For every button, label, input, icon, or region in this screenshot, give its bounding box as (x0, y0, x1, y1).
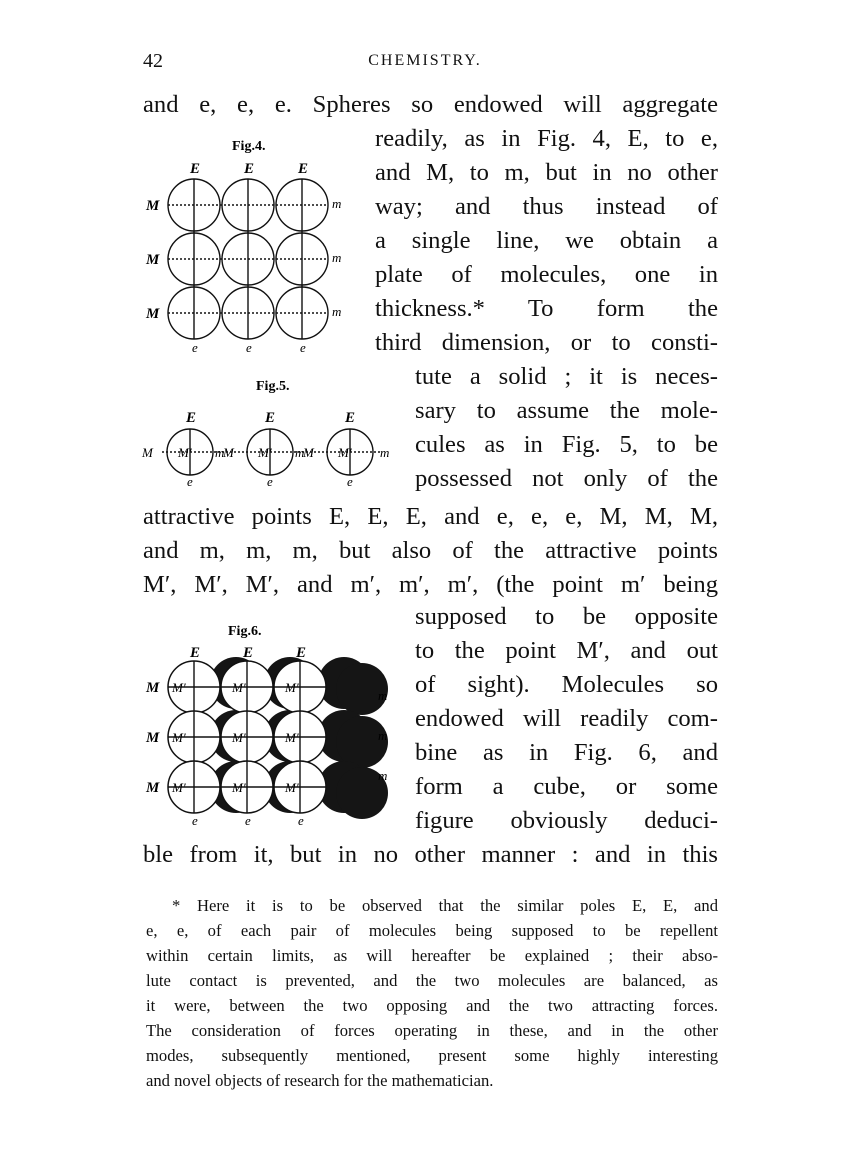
body-line: third dimension, or to consti- (375, 329, 718, 356)
footnote-line: it were, between the two opposing and the two attracting forces. (146, 996, 718, 1015)
body-line: attractive points E, E, E, and e, e, e, M, M, M, (143, 503, 718, 530)
body-line: and e, e, e. Spheres so endowed will aggregate (143, 91, 718, 118)
svg-text:m: m (332, 304, 342, 319)
svg-text:E: E (265, 410, 276, 426)
svg-text:E: E (345, 410, 356, 426)
svg-text:M: M (142, 445, 153, 460)
body-line: cules as in Fig. 5, to be (415, 431, 718, 458)
svg-text:E: E (186, 410, 197, 426)
svg-text:M: M (303, 445, 314, 460)
svg-text:M: M (146, 730, 160, 746)
body-line: M′, M′, M′, and m′, m′, m′, (the point m′ being (143, 571, 718, 598)
svg-text:M′: M′ (338, 445, 352, 460)
svg-text:M: M (146, 198, 160, 214)
body-line: form a cube, or some (415, 773, 718, 800)
fig4-top-labels (189, 161, 308, 177)
body-line: readily, as in Fig. 4, E, to e, (375, 125, 718, 152)
svg-text:M′: M′ (172, 780, 186, 795)
svg-text:E: E (296, 645, 307, 661)
footnote-line: lute contact is prevented, and the two molecules are balanced, as (146, 971, 718, 990)
body-line: supposed to be opposite (415, 603, 718, 630)
body-line: to the point M′, and out (415, 637, 718, 664)
body-line: bine as in Fig. 6, and (415, 739, 718, 766)
svg-text:m: m (378, 768, 388, 783)
body-line: tute a solid ; it is neces- (415, 363, 718, 390)
svg-text:M′: M′ (232, 780, 246, 795)
svg-text:E: E (244, 161, 255, 177)
svg-text:E: E (190, 161, 201, 177)
running-title: CHEMISTRY. (368, 52, 482, 69)
svg-text:E: E (298, 161, 309, 177)
svg-text:M′: M′ (285, 730, 299, 745)
body-line: of sight). Molecules so (415, 671, 718, 698)
svg-text:E: E (243, 645, 254, 661)
body-line: and M, to m, but in no other (375, 159, 718, 186)
svg-text:M′: M′ (178, 445, 192, 460)
svg-text:M′: M′ (232, 680, 246, 695)
svg-text:M: M (146, 680, 160, 696)
svg-text:M′: M′ (172, 730, 186, 745)
figure-6 (140, 615, 410, 830)
footnote-line: The consideration of forces operating in these, and in the other (146, 1021, 718, 1040)
svg-text:e: e (192, 813, 198, 828)
footnote-line: * Here it is to be observed that the similar poles E, E, and (172, 896, 718, 915)
svg-text:e: e (267, 474, 273, 489)
svg-text:M′: M′ (258, 445, 272, 460)
svg-text:M: M (146, 306, 160, 322)
figure-4 (140, 130, 365, 355)
body-line: way; and thus instead of (375, 193, 718, 220)
body-line: thickness.* To form the (375, 295, 718, 322)
body-line: and m, m, m, but also of the attractive points (143, 537, 718, 564)
page-number: 42 (143, 50, 163, 72)
svg-text:e: e (298, 813, 304, 828)
body-line: possessed not only of the (415, 465, 718, 492)
body-line: figure obviously deduci- (415, 807, 718, 834)
body-line: endowed will readily com- (415, 705, 718, 732)
svg-text:M′: M′ (172, 680, 186, 695)
svg-text:m: m (332, 250, 342, 265)
svg-text:M′: M′ (232, 730, 246, 745)
body-line: plate of molecules, one in (375, 261, 718, 288)
svg-text:e: e (246, 340, 252, 355)
fig6-label: Fig.6. (228, 624, 262, 639)
body-line: sary to assume the mole- (415, 397, 718, 424)
svg-text:M: M (223, 445, 234, 460)
svg-text:m: m (295, 445, 305, 460)
svg-text:m: m (378, 728, 388, 743)
fig5-label: Fig.5. (256, 379, 290, 394)
svg-text:M′: M′ (285, 780, 299, 795)
body-line: a single line, we obtain a (375, 227, 718, 254)
body-line: ble from it, but in no other manner : and in this (143, 841, 718, 868)
svg-text:e: e (347, 474, 353, 489)
fig4-grid (168, 179, 328, 339)
svg-text:M′: M′ (285, 680, 299, 695)
figure-5 (140, 370, 410, 500)
svg-text:m: m (380, 445, 390, 460)
svg-text:e: e (245, 813, 251, 828)
svg-text:m: m (378, 688, 388, 703)
svg-text:m: m (215, 445, 225, 460)
footnote-line: e, e, of each pair of molecules being supposed to be repellent (146, 921, 718, 940)
footnote-line: modes, subsequently mentioned, present some highly interesting (146, 1046, 718, 1065)
svg-text:e: e (187, 474, 193, 489)
svg-text:e: e (192, 340, 198, 355)
svg-text:M: M (146, 780, 160, 796)
footnote-line: and novel objects of research for the mathematician. (146, 1071, 494, 1090)
footnote-line: within certain limits, as will hereafter be explained ; their abso- (146, 946, 718, 965)
svg-text:M: M (146, 252, 160, 268)
svg-text:E: E (190, 645, 201, 661)
svg-text:e: e (300, 340, 306, 355)
fig4-label: Fig.4. (232, 139, 266, 154)
svg-text:m: m (332, 196, 342, 211)
